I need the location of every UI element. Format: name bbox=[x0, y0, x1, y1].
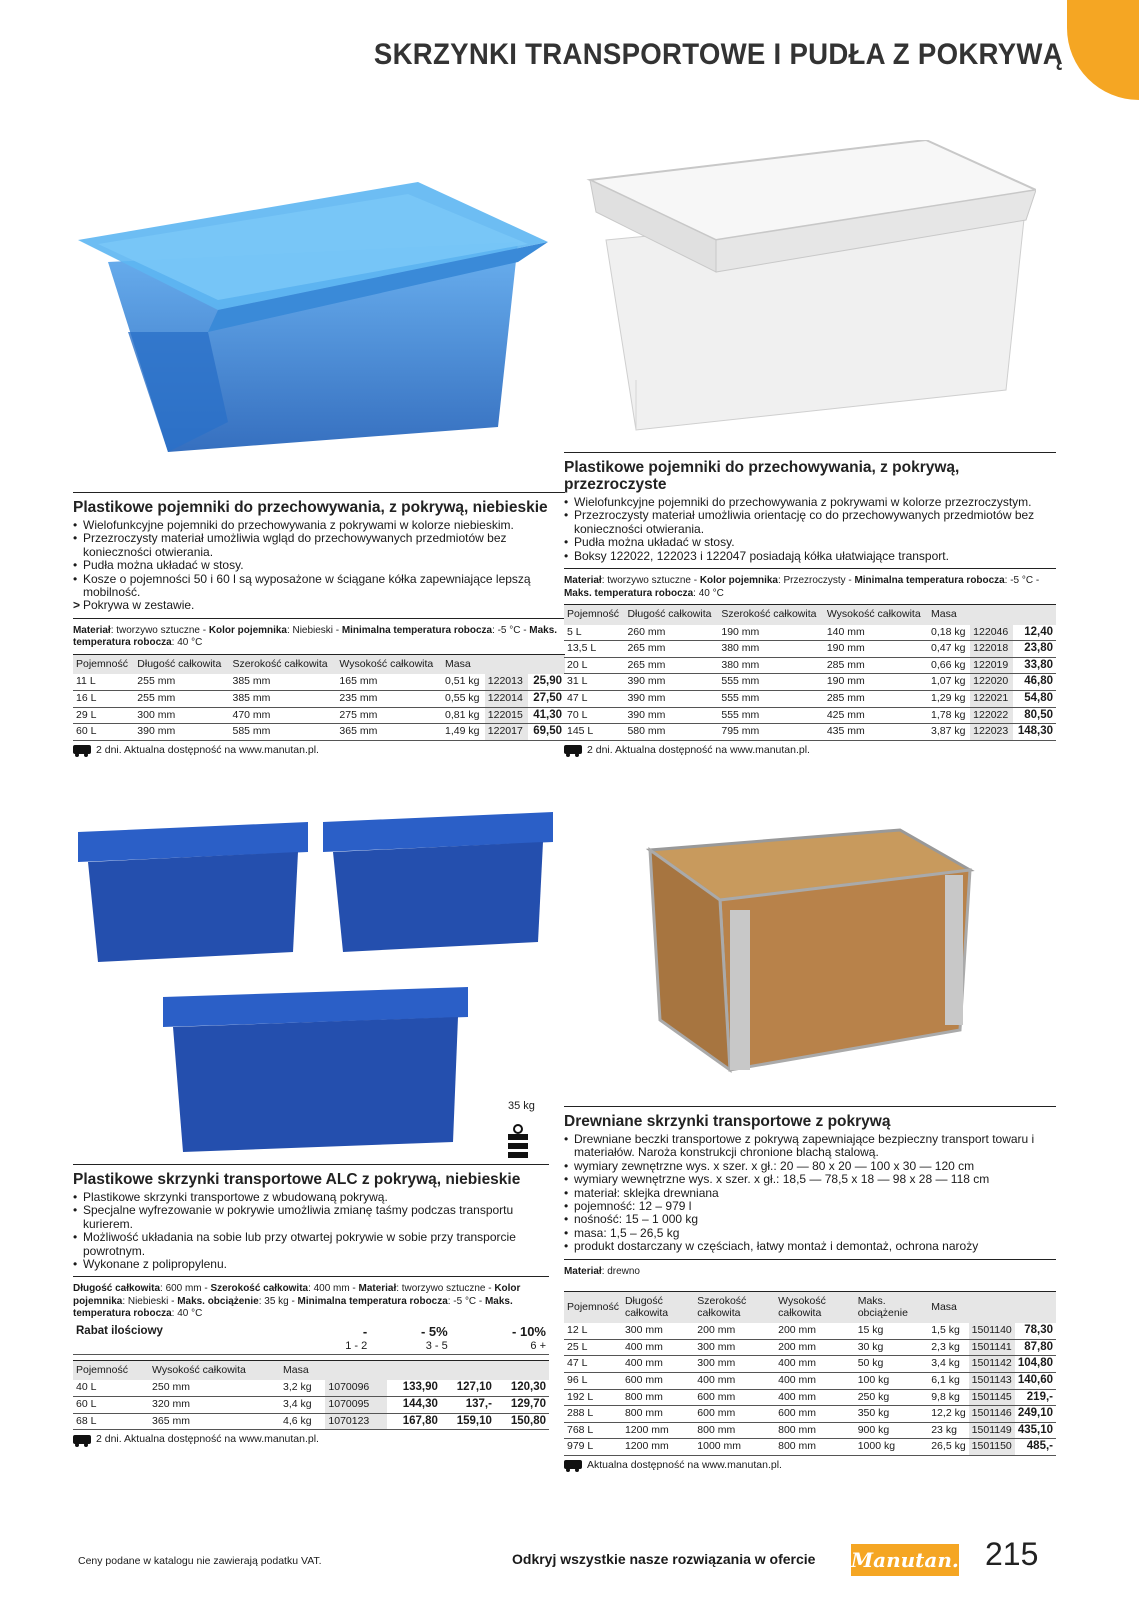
section-divider bbox=[564, 452, 1056, 453]
feature-list bbox=[564, 496, 1056, 563]
col-header: Pojemność bbox=[564, 1292, 622, 1324]
section-wood-box bbox=[564, 1106, 1056, 1471]
col-header bbox=[441, 1360, 495, 1380]
feature-item: • Wielofunkcyjne pojemniki do przechowywania z pokrywami w kolorze przezroczystym. bbox=[564, 496, 1056, 509]
feature-item: • Pudła można układać w stosy. bbox=[73, 559, 565, 572]
table-row: 70 L 390 mm 555 mm 425 mm 1,78 kg 122022 80,50 bbox=[564, 707, 1056, 724]
section-title: Drewniane skrzynki transportowe z pokrywą bbox=[564, 1113, 891, 1130]
col-header: Szerokość całkowita bbox=[694, 1292, 775, 1324]
feature-item: • nośność: 15 – 1 000 kg bbox=[564, 1213, 1056, 1226]
col-header bbox=[528, 654, 565, 674]
col-header: Wysokość całkowita bbox=[775, 1292, 855, 1324]
section-title: Plastikowe skrzynki transportowe ALC z pokrywą, niebieskie bbox=[73, 1171, 521, 1188]
manutan-logo[interactable]: Manutan.pl bbox=[851, 1544, 959, 1576]
col-header: Masa bbox=[442, 654, 485, 674]
table-row: 768 L 1200 mm 800 mm 800 mm 900 kg 23 kg 1501149 435,10 bbox=[564, 1422, 1056, 1439]
section-divider bbox=[564, 1106, 1056, 1107]
col-header: Długość całkowita bbox=[624, 605, 718, 625]
discount-value: - 5% bbox=[420, 1323, 448, 1339]
table-row: 31 L 390 mm 555 mm 190 mm 1,07 kg 122020 46,80 bbox=[564, 674, 1056, 691]
product-table bbox=[564, 1291, 1056, 1456]
table-row: 40 L 250 mm 3,2 kg 1070096 133,90 127,10 120,30 bbox=[73, 1380, 549, 1396]
table-row: 13,5 L 265 mm 380 mm 190 mm 0,47 kg 122018 23,80 bbox=[564, 641, 1056, 658]
feature-item: • masa: 1,5 – 26,5 kg bbox=[564, 1227, 1056, 1240]
section-title: Plastikowe pojemniki do przechowywania, z pokrywą, przezroczyste bbox=[564, 459, 960, 493]
spec-divider bbox=[73, 618, 565, 619]
col-header: Długość całkowita bbox=[622, 1292, 694, 1324]
clear-storage-box-image bbox=[566, 140, 1036, 440]
table-row: 5 L 260 mm 190 mm 140 mm 0,18 kg 122046 12,40 bbox=[564, 625, 1056, 641]
section-blue-box bbox=[73, 492, 565, 756]
footer-cta: Odkryj wszystkie nasze rozwiązania w ofercie bbox=[512, 1551, 816, 1567]
feature-item: • wymiary wewnętrzne wys. x szer. x gł.: 18,5 — 78,5 x 18 — 98 x 28 — 118 cm bbox=[564, 1173, 1056, 1186]
section-clear-box bbox=[564, 452, 1056, 756]
discount-value: - 10% bbox=[512, 1323, 546, 1339]
feature-list bbox=[73, 1191, 549, 1271]
feature-item: • Plastikowe skrzynki transportowe z wbudowaną pokrywą. bbox=[73, 1191, 549, 1204]
col-header: Długość całkowita bbox=[134, 654, 229, 674]
spec-line: Długość całkowita: 600 mm - Szerokość całkowita: 400 mm - Materiał: tworzywo sztuczne - Kolor pojemnika: Niebieski - Maks. obciążenie: 35 kg - Minimalna temperatura robocza: -5 °C - Maks. temperatura robocza: 40 °C bbox=[73, 1282, 521, 1320]
col-header bbox=[1013, 605, 1056, 625]
table-row: 68 L 365 mm 4,6 kg 1070123 167,80 159,10 150,80 bbox=[73, 1413, 549, 1430]
table-row: 47 L 400 mm 300 mm 400 mm 50 kg 3,4 kg 1501142 104,80 bbox=[564, 1356, 1056, 1373]
product-table bbox=[73, 1360, 549, 1430]
table-row: 192 L 800 mm 600 mm 400 mm 250 kg 9,8 kg 1501145 219,- bbox=[564, 1389, 1056, 1406]
col-header bbox=[325, 1360, 387, 1380]
table-row: 29 L 300 mm 470 mm 275 mm 0,81 kg 122015 41,30 bbox=[73, 707, 565, 724]
feature-item: • Kosze o pojemności 50 i 60 l są wyposażone w ściągane kółka zapewniające lepszą mobilność. bbox=[73, 573, 565, 600]
col-header: Masa bbox=[280, 1360, 325, 1380]
feature-item: • Boksy 122022, 122023 i 122047 posiadają kółka ułatwiające transport. bbox=[564, 550, 1056, 563]
page-number: 215 bbox=[985, 1536, 1039, 1572]
section-divider bbox=[73, 1164, 549, 1165]
spec-line: Materiał: drewno bbox=[564, 1264, 640, 1277]
feature-item: • Wielofunkcyjne pojemniki do przechowywania z pokrywami w kolorze niebieskim. bbox=[73, 519, 565, 532]
table-row: 12 L 300 mm 200 mm 200 mm 15 kg 1,5 kg 1501140 78,30 bbox=[564, 1323, 1056, 1339]
truck-icon bbox=[564, 1460, 582, 1469]
corner-tab bbox=[1067, 0, 1139, 100]
product-table bbox=[73, 654, 565, 741]
vat-note: Ceny podane w katalogu nie zawierają podatku VAT. bbox=[78, 1555, 322, 1567]
table-row: 20 L 265 mm 380 mm 285 mm 0,66 kg 122019 33,80 bbox=[564, 657, 1056, 674]
max-load-label: 35 kg bbox=[508, 1100, 535, 1112]
discount-range: 6 + bbox=[451, 1339, 549, 1355]
quantity-discount-table bbox=[73, 1324, 549, 1355]
table-row: 25 L 400 mm 300 mm 200 mm 30 kg 2,3 kg 1501141 87,80 bbox=[564, 1339, 1056, 1356]
spec-divider bbox=[564, 1259, 1056, 1260]
feature-item: • wymiary zewnętrzne wys. x szer. x gł.: 20 — 80 x 20 — 100 x 30 — 120 cm bbox=[564, 1160, 1056, 1173]
feature-item: • pojemność: 12 – 979 l bbox=[564, 1200, 1056, 1213]
col-header: Pojemność bbox=[73, 1360, 149, 1380]
blue-storage-box-image bbox=[78, 182, 548, 462]
table-row: 145 L 580 mm 795 mm 435 mm 3,87 kg 122023 148,30 bbox=[564, 724, 1056, 741]
product-table bbox=[564, 604, 1056, 741]
spec-line: Materiał: tworzywo sztuczne - Kolor pojemnika: Niebieski - Minimalna temperatura robocza: -5 °C - Maks. temperatura robocza: 40 °C bbox=[73, 623, 558, 649]
availability-note: Aktualna dostępność na www.manutan.pl. bbox=[564, 1459, 1056, 1471]
feature-item: • produkt dostarczany w częściach, łatwy montaż i demontaż, ochrona naroży bbox=[564, 1240, 1056, 1253]
col-header bbox=[495, 1360, 549, 1380]
col-header: Wysokość całkowita bbox=[336, 654, 442, 674]
col-header: Maks. obciążenie bbox=[855, 1292, 929, 1324]
col-header: Pojemność bbox=[73, 654, 134, 674]
feature-item: • Drewniane beczki transportowe z pokrywą zapewniające bezpieczny transport towaru i materiałów. Naroża konstrukcji chronione blachą stalową. bbox=[564, 1133, 1056, 1160]
page-title: SKRZYNKI TRANSPORTOWE I PUDŁA Z POKRYWĄ bbox=[373, 38, 1063, 71]
weight-stack-icon bbox=[506, 1124, 530, 1162]
wooden-crate-image bbox=[630, 820, 980, 1090]
truck-icon bbox=[73, 1435, 91, 1444]
col-header bbox=[1015, 1292, 1056, 1324]
table-row: 979 L 1200 mm 1000 mm 800 mm 1000 kg 26,5 kg 1501150 485,- bbox=[564, 1439, 1056, 1456]
feature-item: • Pudła można układać w stosy. bbox=[564, 536, 1056, 549]
availability-note: 2 dni. Aktualna dostępność na www.manutan.pl. bbox=[73, 744, 565, 756]
alc-crates-image bbox=[78, 812, 558, 1162]
section-title: Plastikowe pojemniki do przechowywania, z pokrywą, niebieskie bbox=[73, 499, 548, 516]
spec-divider bbox=[73, 1276, 549, 1277]
col-header: Szerokość całkowita bbox=[230, 654, 337, 674]
col-header: Masa bbox=[928, 1292, 968, 1324]
feature-list bbox=[564, 1133, 1056, 1254]
feature-item-extra: > Pokrywa w zestawie. bbox=[73, 599, 565, 612]
col-header bbox=[970, 605, 1013, 625]
col-header: Wysokość całkowita bbox=[149, 1360, 280, 1380]
truck-icon bbox=[73, 745, 91, 754]
feature-item: • Przezroczysty materiał umożliwia wgląd do przechowywanych przedmiotów bez konieczności otwierania. bbox=[73, 532, 565, 559]
feature-item: • Wykonane z polipropylenu. bbox=[73, 1258, 549, 1271]
discount-range: 3 - 5 bbox=[370, 1339, 450, 1355]
discount-label: Rabat ilościowy bbox=[76, 1324, 163, 1337]
col-header bbox=[969, 1292, 1015, 1324]
feature-item: • Przezroczysty materiał umożliwia orientację co do przechowywanych przedmiotów bez konieczności otwierania. bbox=[564, 509, 1056, 536]
truck-icon bbox=[564, 745, 582, 754]
col-header: Masa bbox=[928, 605, 970, 625]
spec-divider bbox=[564, 568, 1056, 569]
feature-item: • Specjalne wyfrezowanie w pokrywie umożliwia zmianę taśmy podczas transportu kurierem. bbox=[73, 1204, 549, 1231]
availability-note: 2 dni. Aktualna dostępność na www.manutan.pl. bbox=[564, 744, 1056, 756]
table-row: 288 L 800 mm 600 mm 600 mm 350 kg 12,2 kg 1501146 249,10 bbox=[564, 1406, 1056, 1423]
discount-value: - bbox=[362, 1323, 368, 1339]
table-row: 60 L 390 mm 585 mm 365 mm 1,49 kg 122017 69,50 bbox=[73, 724, 565, 741]
availability-note: 2 dni. Aktualna dostępność na www.manutan.pl. bbox=[73, 1433, 549, 1445]
col-header: Szerokość całkowita bbox=[718, 605, 823, 625]
col-header: Pojemność bbox=[564, 605, 624, 625]
table-row: 11 L 255 mm 385 mm 165 mm 0,51 kg 122013 25,90 bbox=[73, 674, 565, 690]
table-row: 47 L 390 mm 555 mm 285 mm 1,29 kg 122021 54,80 bbox=[564, 690, 1056, 707]
table-row: 16 L 255 mm 385 mm 235 mm 0,55 kg 122014 27,50 bbox=[73, 690, 565, 707]
section-alc-box bbox=[73, 1164, 549, 1445]
spec-line: Materiał: tworzywo sztuczne - Kolor pojemnika: Przezroczysty - Minimalna temperatura robocza: -5 °C - Maks. temperatura robocza: 40 °C bbox=[564, 574, 1040, 599]
section-divider bbox=[73, 492, 565, 493]
col-header bbox=[485, 654, 528, 674]
table-row: 60 L 320 mm 3,4 kg 1070095 144,30 137,- 129,70 bbox=[73, 1397, 549, 1414]
col-header bbox=[387, 1360, 441, 1380]
feature-list bbox=[73, 519, 565, 613]
feature-item: • materiał: sklejka drewniana bbox=[564, 1187, 1056, 1200]
table-row: 96 L 600 mm 400 mm 400 mm 100 kg 6,1 kg 1501143 140,60 bbox=[564, 1372, 1056, 1389]
col-header: Wysokość całkowita bbox=[824, 605, 928, 625]
discount-range: 1 - 2 bbox=[301, 1339, 370, 1355]
feature-item: • Możliwość układania na sobie lub przy otwartej pokrywie w sobie przy transporcie powrotnym. bbox=[73, 1231, 549, 1258]
